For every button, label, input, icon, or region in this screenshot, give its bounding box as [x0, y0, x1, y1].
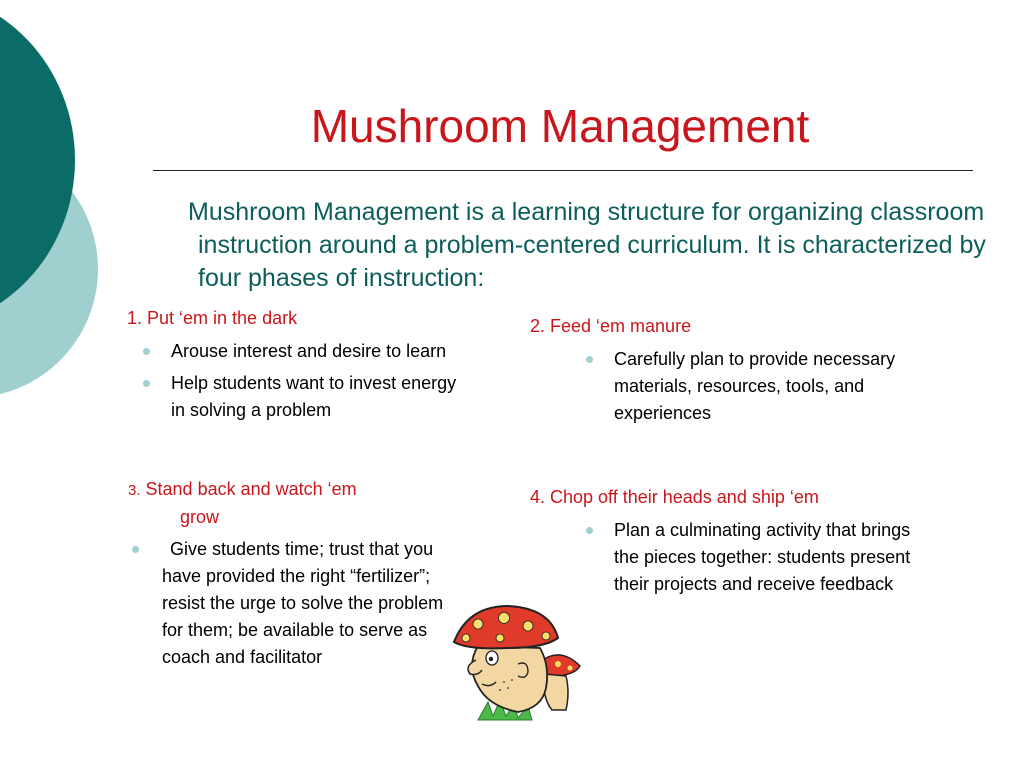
phase-2-heading: 2. Feed ‘em manure	[530, 316, 692, 336]
bullet-item: Give students time; trust that you have provided the right “fertilizer”; resist the urge to solve the problem for them; be available to serve as coach and facilitator	[162, 536, 462, 671]
phase-3-heading	[128, 476, 448, 531]
phase-3-title: Stand back and watch ‘em	[145, 479, 357, 499]
bullet-item: Plan a culminating activity that brings the pieces together: students present their projects and receive feedback	[614, 517, 934, 598]
bullet-item: Arouse interest and desire to learn	[171, 338, 471, 365]
phase-2-bullets	[614, 346, 954, 432]
phase-3-bullets	[162, 536, 462, 676]
phase-3-title-cont: grow	[180, 507, 220, 527]
bullet-item: Help students want to invest energy in solving a problem	[171, 370, 471, 424]
phase-3-number: 3.	[128, 482, 141, 499]
slide-title: Mushroom Management	[310, 100, 810, 152]
phase-4-bullets	[614, 517, 934, 603]
mushroom-character-icon	[448, 602, 588, 724]
bullet-item: Carefully plan to provide necessary materials, resources, tools, and experiences	[614, 346, 954, 427]
title-divider	[153, 170, 973, 171]
phase-4-heading: 4. Chop off their heads and ship ‘em	[530, 487, 819, 507]
intro-paragraph: Mushroom Management is a learning structure for organizing classroom instruction around a problem-centered curriculum. It is characterized by four phases of instruction:	[188, 198, 986, 292]
phase-1-heading: 1. Put ‘em in the dark	[127, 308, 298, 328]
phase-1-bullets	[171, 338, 471, 429]
